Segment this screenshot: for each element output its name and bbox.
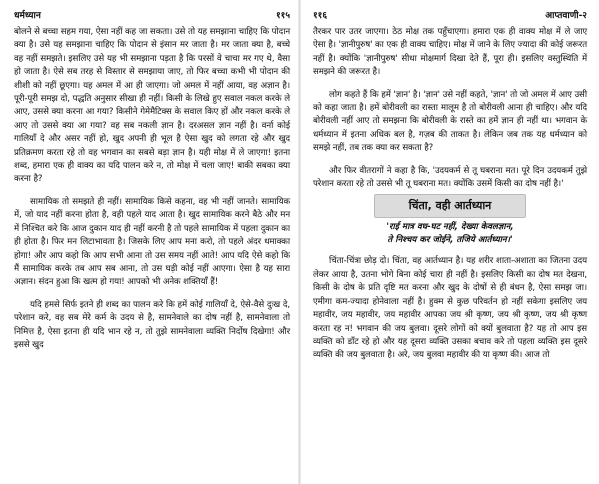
paragraph: तैरकर पार उतर जाएगा। ठेठ मोक्ष तक पहुँचाएगा। हमारा एक ही वाक्य मोक्ष में ले जाए ऐसा है। 'ज्ञानीपुरुष' का एक ही वाक्य चाहिए। मोक्ष में जाने के लिए ज्यादा की कोई जरूरत नहीं है। क्योंकि 'ज्ञानीपुरुष' सीधा मोक्षमार्ग दिखा देते हैं, पूरा ही। इसलिए वस्तुस्थिति में समझने की जरूरत है। [313, 27, 587, 78]
paragraph: लोग कहते हैं कि हमें 'ज्ञान' है। 'ज्ञान' उसे नहीं कहते, 'ज्ञान' तो जो अमल में आए उसी को कहा जाता है। हमें बोरीवली का रास्ता मालूम है तो बोरीवली आना ही चाहिए। और यदि बोरीवली नहीं आए तो समझना कि बोरीवली के रास्ते का हमें ज्ञान ही नहीं था। भगवान के धर्मध्यान में इतना अधिक बल है, गज़ब की ताकत है। लेकिन जब तक यह धर्मध्यान को समझे नहीं, तब तक क्या कर सकता है? [313, 89, 587, 154]
right-page-header [313, 8, 587, 22]
running-head: धर्मध्यान [14, 11, 41, 21]
verse-line: ते निश्चय कर जोईने, तजिये आर्तध्यान।' [387, 235, 513, 246]
page-number: ११६ [313, 11, 328, 21]
paragraph: सामायिक तो समझते ही नहीं। सामायिक किसे कहना, वह भी नहीं जानते। सामायिक में, जो याद नहीं करना होता है, वही पहले याद आता है। खुद सामायिक करने बैठे और मन में निश्चित करे कि आज दुकान याद ही नहीं करनी है तो पहले सामायिक में पहला दुकान का ही होता है। फिर मन लिटाभावता है। जिसके लिए आप मना करो, तो पहले अंदर धमाक्का होगा! और आप कहो कि आप सभी आना तो उस समय नहीं आते! आप यदि ऐसे कहो कि मैं सामायिक करके तब आप सब आना, तो उस घड़ी कोई नहीं आएगा। ऐसा है यह सारा अज्ञान। संदन हुआ कि खत्म हो गया! आपको भी अनेक शक्तियाँ हैं! [14, 196, 290, 288]
section-title: चिंता, वही आर्तध्यान [374, 194, 526, 218]
paragraph: बोलने से बच्चा सहम गया, ऐसा नहीं कह जा सकता। उसे तो यह समझाना चाहिए कि पोदान क्या है। उसे यह समझाना चाहिए कि पोदान से इंसान मर जाता है। मर जाता क्या है, बच्चे वह नहीं समझते। इसलिए उसे यह भी समझाना पड़ता है कि परसों वे चाचा मर गए थे, वैसा हो जाता है। ऐसे सब तरह से विस्तार से समझाया जाए, तो फिर बच्चा कभी भी पोदान की शीशी को नहीं छूएगा। यह अमल में आ ही जाएगा। जो अमल में नहीं आया, वह अज्ञान है। पूरी-पूरी समझ दो, पद्धति अनुसार सीखा ही नहीं। किसी के लिखे हुए सवाल नकल करके ले आए, उससे क्या करना आ गया? किसीने गेमेमैटिक्स के सवाल किए हों और नकल करके ले आए तो उससे क्या आ गया? वह सब नकली ज्ञान है। दरअसल ज्ञान नहीं है। वर्ना कोई गालियाँ दे और असर नहीं हो, खुद अपनी ही भूल है ऐसा खुद को लगता रहे और खुद प्रतिक्रमण करता रहे तो वह भगवान का सबसे बड़ा ज्ञान है। यही मोक्ष में ले जाएगा! इतना शब्द, हमारा एक ही वाक्य का यदि पालन करे न, तो मोक्ष में चला जाए! बाकी सबका क्या करना है? [14, 27, 290, 185]
left-page [0, 0, 296, 484]
running-head: आप्तवाणी-२ [545, 11, 587, 21]
page-number: ११५ [275, 11, 290, 21]
paragraph: यदि हमसे सिर्फ इतने ही शब्द का पालन करे कि हमें कोई गालियाँ दे, ऐसे-वैसे दुःख दे, परेशान करे, वह सब मेरे कर्म के उदय से है, सामनेवाले का दोष नहीं है, सामनेवाला तो निमित्त है, ऐसा इतना ही यदि भान रहे न, तो तुझे सामनेवाला व्यक्ति निर्दोष दिखेगा! और इससे खुद [14, 299, 290, 350]
verse-line: 'राई मात्र वध-घट नहीं, देख्या केवलज्ञान, [386, 222, 514, 233]
paragraph: चिंता-चिंत्रा छोड़ दो। चिंता, वह आर्तध्यान है। यह शरीर शाता-अशाता का जितना उदय लेकर आया है, उतना भोगे बिना कोई चारा ही नहीं है। इसलिए किसी का दोष मत देखना, किसी के दोष के प्रति दृष्टि मत करना और खुद के दोषों से ही बंधन है, ऐसा समझ जा। एमीगा कम-ज्यादा होनेवाला नहीं है। हुक्म से कुछ परिवर्तन हो नहीं सकेगा इसलिए जय महावीर, जय महावीर, जय महावीर आपका जय श्री कृष्ण, जय श्री कृष्ण, जय श्री कृष्ण करता रह न! भगवान की जय बुलवा। दूसरे लोगों को क्यों बुलवाता है? यह तो आप इस व्यक्ति को डाँट रहे हो और यह दूसरा व्यक्ति उसका बचाव करे तो पहला व्यक्ति इस दूसरे व्यक्ति की जय बुलवाता है। अरे, जय बुलवा महावीर की या कृष्ण की। आज तो [313, 256, 587, 361]
left-page-header [14, 8, 290, 22]
right-page [303, 0, 599, 484]
paragraph: और फिर वीतरागों ने कहा है कि, 'उदयकर्म से तू घबराना मत। पूरे दिन उदयकर्म तुझे परेशान करता रहे तो उससे भी तू घबराना मत। क्योंकि उसमें किसी का दोष नहीं है।' [313, 165, 587, 190]
verse-quote [313, 221, 587, 247]
book-gutter [298, 0, 301, 484]
